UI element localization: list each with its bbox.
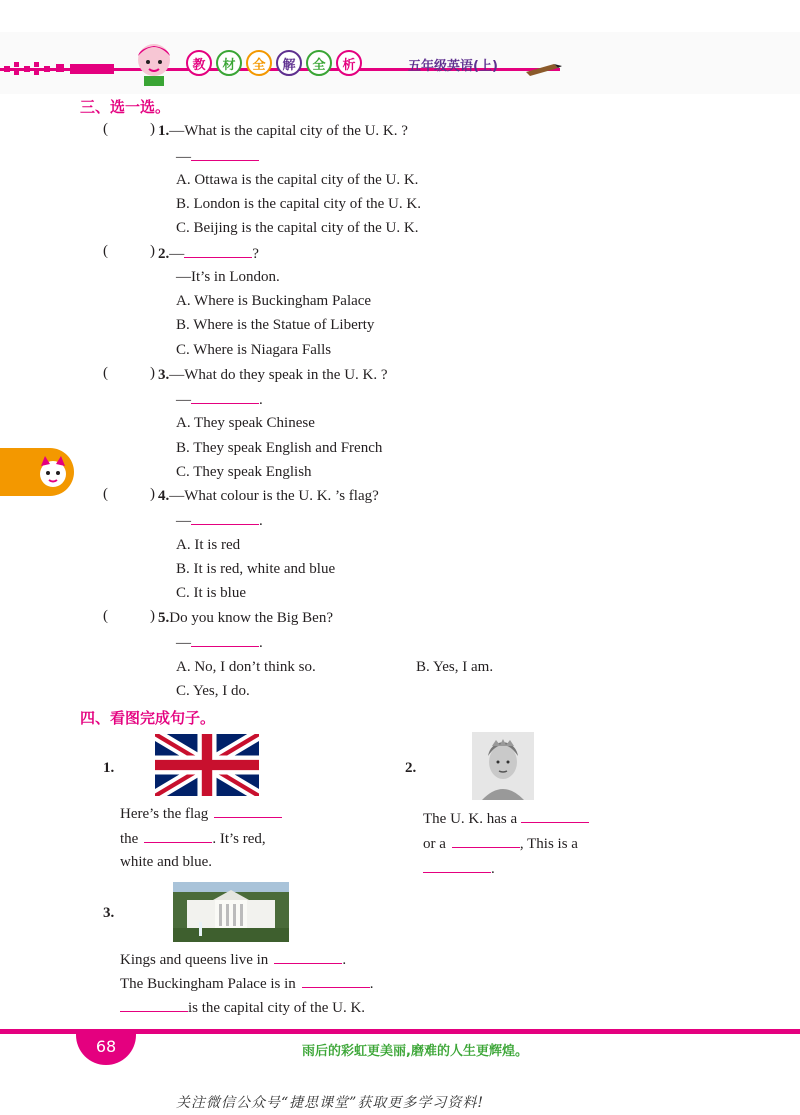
title-char-1: 教 <box>186 50 212 76</box>
q2-number: 2. <box>158 246 170 262</box>
item1-line2-suffix: . It’s red, <box>212 831 266 847</box>
q1-number: 1. <box>158 123 170 139</box>
q3-answer-blank[interactable] <box>191 389 259 404</box>
mascot-face-icon <box>36 454 70 490</box>
q2-stem-mark: ? <box>252 246 259 262</box>
q5-answer-blank[interactable] <box>191 632 259 647</box>
item2-line3-suffix: . <box>491 861 495 877</box>
q5-answer-period: . <box>259 635 263 651</box>
q2-option-b: B. Where is the Statue of Liberty <box>176 317 375 333</box>
item2-blank-2[interactable] <box>452 833 520 848</box>
title-char-4: 解 <box>276 50 302 76</box>
q4-answer-dash: — <box>176 513 191 529</box>
q5-paren-close: ) <box>150 608 155 624</box>
item3-line1-suffix: . <box>342 952 347 968</box>
q1-stem: —What is the capital city of the U. K. ? <box>169 123 408 139</box>
q1-answer-dash: — <box>176 149 191 165</box>
item3-line2-prefix: The Buckingham Palace is in <box>120 976 296 992</box>
q5-answer-dash: — <box>176 635 191 651</box>
q2-option-c: C. Where is Niagara Falls <box>176 342 332 358</box>
item3-line2-suffix: . <box>369 976 374 992</box>
book-title <box>186 50 362 76</box>
item3-number: 3. <box>103 905 115 921</box>
item2-number: 2. <box>405 760 417 776</box>
q2-stem-dash: — <box>169 246 185 262</box>
item2-line2-suffix: , This is a <box>519 836 578 852</box>
q2-stem-blank[interactable] <box>184 243 252 258</box>
q4-paren-open: ( <box>103 486 108 502</box>
q4-number: 4. <box>158 488 170 504</box>
q5-option-a: A. No, I don’t think so. <box>176 659 316 675</box>
q2-paren-close: ) <box>150 243 155 259</box>
page-number: 68 <box>76 1029 136 1065</box>
q4-stem: —What colour is the U. K. ’s flag? <box>169 488 379 504</box>
mascot-girl-icon <box>128 38 180 88</box>
q3-stem: —What do they speak in the U. K. ? <box>169 367 388 383</box>
pencil-icon <box>524 60 564 76</box>
item1-number: 1. <box>103 760 115 776</box>
q5-option-c: C. Yes, I do. <box>176 683 250 699</box>
bottom-note: 关注微信公众号“捷思课堂”获取更多学习资料! <box>176 1095 484 1111</box>
q3-answer-period: . <box>259 392 263 408</box>
q2-answer: —It’s in London. <box>176 269 280 285</box>
q4-answer-period: . <box>259 513 263 529</box>
q1-option-c: C. Beijing is the capital city of the U. K. <box>176 220 419 236</box>
q5-paren-open: ( <box>103 608 108 624</box>
q4-answer-blank[interactable] <box>191 510 259 525</box>
queen-portrait-icon <box>472 732 534 800</box>
title-char-3: 全 <box>246 50 272 76</box>
item3-blank-3[interactable] <box>120 997 188 1012</box>
q4-option-c: C. It is blue <box>176 585 246 601</box>
item1-line2-prefix: the <box>120 831 139 847</box>
item3-blank-1[interactable] <box>274 949 342 964</box>
q3-option-c: C. They speak English <box>176 464 312 480</box>
q3-option-b: B. They speak English and French <box>176 440 383 456</box>
q1-option-a: A. Ottawa is the capital city of the U. K. <box>176 172 419 188</box>
q1-paren-open: ( <box>103 121 108 137</box>
item2-blank-1[interactable] <box>521 808 589 823</box>
q4-paren-close: ) <box>150 486 155 502</box>
item1-line3: white and blue. <box>120 854 213 870</box>
title-char-6: 析 <box>336 50 362 76</box>
q2-paren-open: ( <box>103 243 108 259</box>
q5-option-b: B. Yes, I am. <box>416 659 494 675</box>
q1-option-b: B. London is the capital city of the U. K. <box>176 196 421 212</box>
section3-heading: 三、选一选。 <box>80 98 171 116</box>
title-char-2: 材 <box>216 50 242 76</box>
q1-answer-blank[interactable] <box>191 146 259 161</box>
union-jack-flag-icon <box>155 734 259 796</box>
q5-stem: Do you know the Big Ben? <box>169 610 333 626</box>
item2-blank-3[interactable] <box>423 858 491 873</box>
q5-number: 5. <box>158 610 170 626</box>
q3-number: 3. <box>158 367 170 383</box>
title-char-5: 全 <box>306 50 332 76</box>
item3-line1-prefix: Kings and queens live in <box>120 952 269 968</box>
book-subtitle: 五年级英语(上) <box>408 59 498 74</box>
item1-blank-1[interactable] <box>214 803 282 818</box>
item2-line1: The U. K. has a <box>423 811 518 827</box>
q3-paren-close: ) <box>150 365 155 381</box>
q3-answer-dash: — <box>176 392 191 408</box>
item1-blank-2[interactable] <box>144 828 212 843</box>
footer-motto: 雨后的彩虹更美丽,磨难的人生更辉煌。 <box>302 1044 528 1059</box>
q4-option-b: B. It is red, white and blue <box>176 561 336 577</box>
header-band <box>0 32 800 94</box>
item2-line2-prefix: or a <box>423 836 446 852</box>
section4-heading: 四、看图完成句子。 <box>80 709 216 727</box>
item3-blank-2[interactable] <box>302 973 370 988</box>
q1-paren-close: ) <box>150 121 155 137</box>
item3-line3-suffix: is the capital city of the U. K. <box>188 1000 366 1016</box>
item1-line1: Here’s the flag <box>120 806 209 822</box>
q3-option-a: A. They speak Chinese <box>176 415 315 431</box>
q2-option-a: A. Where is Buckingham Palace <box>176 293 372 309</box>
palace-photo-icon <box>173 882 289 942</box>
pixel-decoration-icon <box>4 60 114 78</box>
q3-paren-open: ( <box>103 365 108 381</box>
q4-option-a: A. It is red <box>176 537 241 553</box>
